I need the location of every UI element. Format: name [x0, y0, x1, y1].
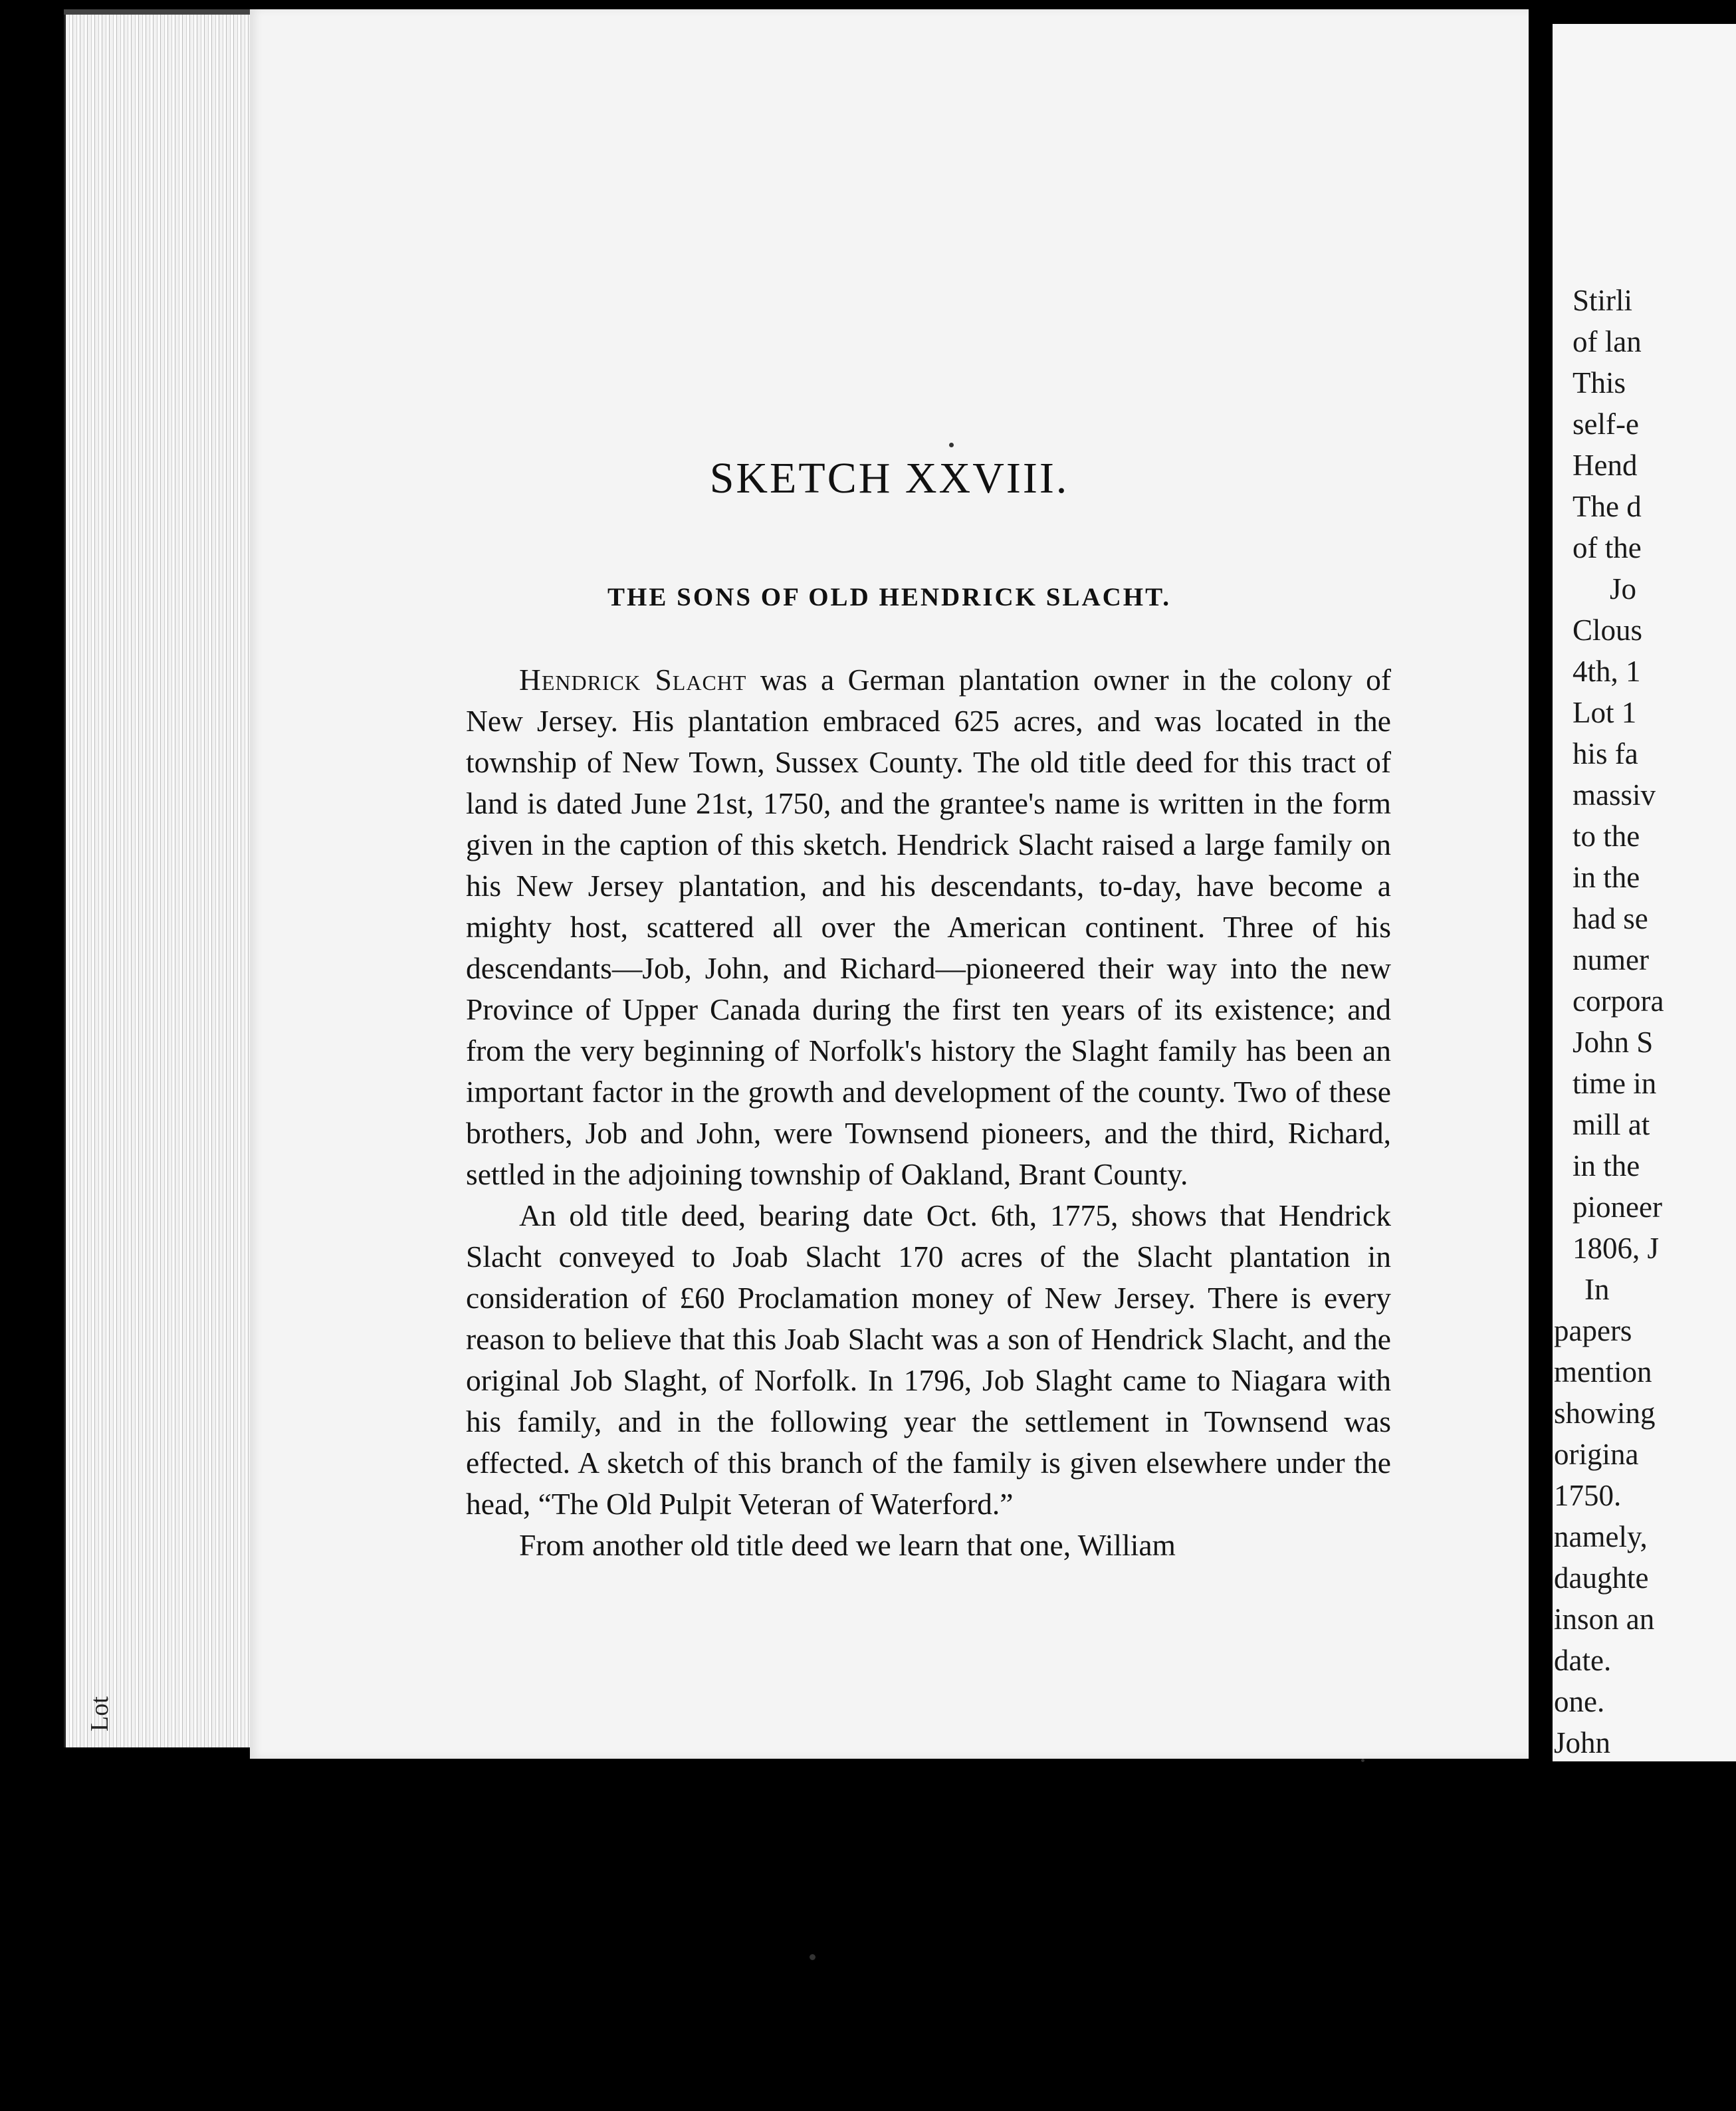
right-page-line: John S	[1573, 1026, 1654, 1059]
right-page-line: to the	[1573, 820, 1640, 853]
right-page-line: mill at	[1573, 1108, 1650, 1141]
right-page-line: 4th, 1	[1573, 655, 1641, 688]
right-page-line: daughte	[1554, 1561, 1649, 1595]
right-page-line: Lot 1	[1573, 696, 1637, 729]
paragraph-3	[466, 1525, 1391, 1566]
edge-label: Lot	[86, 1696, 114, 1731]
paragraph-1	[466, 659, 1391, 1195]
right-page-line: self-e	[1573, 407, 1639, 441]
left-page	[250, 9, 1529, 1759]
right-page-line: date.	[1554, 1644, 1612, 1677]
right-page-line: origina	[1554, 1438, 1639, 1471]
right-page-line: his fa	[1573, 737, 1638, 770]
right-page-line: numer	[1573, 943, 1649, 976]
right-page-line: pioneer	[1573, 1190, 1662, 1224]
right-page-line: mention	[1554, 1355, 1652, 1389]
right-page-line: in the	[1573, 861, 1640, 894]
right-page-line: In	[1584, 1273, 1610, 1306]
right-page	[1553, 24, 1736, 1761]
paragraph-text: An old title deed, bearing date Oct. 6th, 1775, shows that Hendrick Slacht conveyed to Joab Slacht 170 acres of the Slacht plantation in consideration of £60 Proclamation money of New Jersey. There is every reason to believe that this Joab Slacht was a son of Hendrick Slacht, and the original Job Slaght, of Norfolk. In 1796, Job Slaght came to Niagara with his family, and in the following year the settlement in Townsend was effected. A sketch of this branch of the family is given elsewhere under the head, “The Old Pulpit Veteran of Waterford.”	[466, 1198, 1391, 1521]
right-page-line: of lan	[1573, 325, 1642, 358]
right-page-line: Hend	[1573, 449, 1638, 482]
page-edge-stack	[64, 9, 259, 1747]
right-page-line: time in	[1573, 1067, 1657, 1100]
speck	[949, 443, 954, 447]
right-page-line: one.	[1554, 1685, 1605, 1718]
right-page-line: The d	[1573, 490, 1642, 523]
right-page-line: massiv	[1573, 778, 1656, 812]
body-text	[466, 659, 1391, 1566]
right-page-line: Clous	[1573, 613, 1643, 647]
right-page-line: papers	[1554, 1314, 1632, 1347]
right-page-line: had se	[1573, 902, 1648, 935]
paragraph-text: From another old title deed we learn that one, William	[519, 1528, 1176, 1562]
right-page-line: This	[1573, 366, 1626, 399]
speck	[1361, 1759, 1364, 1762]
paragraph-2	[466, 1195, 1391, 1525]
right-page-line: Stirli	[1573, 284, 1633, 317]
right-page-line: showing	[1554, 1396, 1656, 1430]
lead-name: Hendrick Slacht	[519, 663, 747, 697]
right-page-line: 1750.	[1554, 1479, 1622, 1512]
right-page-line: 1806, J	[1573, 1232, 1660, 1265]
right-page-line: corpora	[1573, 984, 1664, 1018]
right-page-line: inson an	[1554, 1603, 1655, 1636]
right-page-line: of the	[1573, 531, 1642, 564]
right-page-line: in the	[1573, 1149, 1640, 1182]
paragraph-text: was a German plantation owner in the colony of New Jersey. His plantation embraced 625 acres, and was located in the township of New Town, Sussex County. The old title deed for this tract of land is dated June 21st, 1750, and the grantee's name is written in the form given in the caption of this sketch. Hendrick Slacht raised a large family on his New Jersey plantation, and his descendants, to-day, have become a mighty host, scattered all over the American continent. Three of his descendants—Job, John, and Richard—pioneered their way into the new Province of Upper Canada during the first ten years of its existence; and from the very beginning of Norfolk's history the Slaght family has been an important factor in the growth and development of the county. Two of these brothers, Job and John, were Townsend pioneers, and the third, Richard, settled in the adjoining township of Oakland, Brant County.	[466, 663, 1391, 1191]
right-page-line: John	[1554, 1726, 1611, 1759]
speck	[810, 1954, 815, 1960]
right-page-line: Jo	[1610, 572, 1637, 606]
sketch-heading: SKETCH XXVIII.	[709, 454, 1069, 502]
right-page-line: namely,	[1554, 1520, 1648, 1553]
sketch-subheading: THE SONS OF OLD HENDRICK SLACHT.	[607, 583, 1171, 611]
page-edge-shadow	[64, 9, 257, 15]
gutter	[1529, 0, 1553, 2111]
